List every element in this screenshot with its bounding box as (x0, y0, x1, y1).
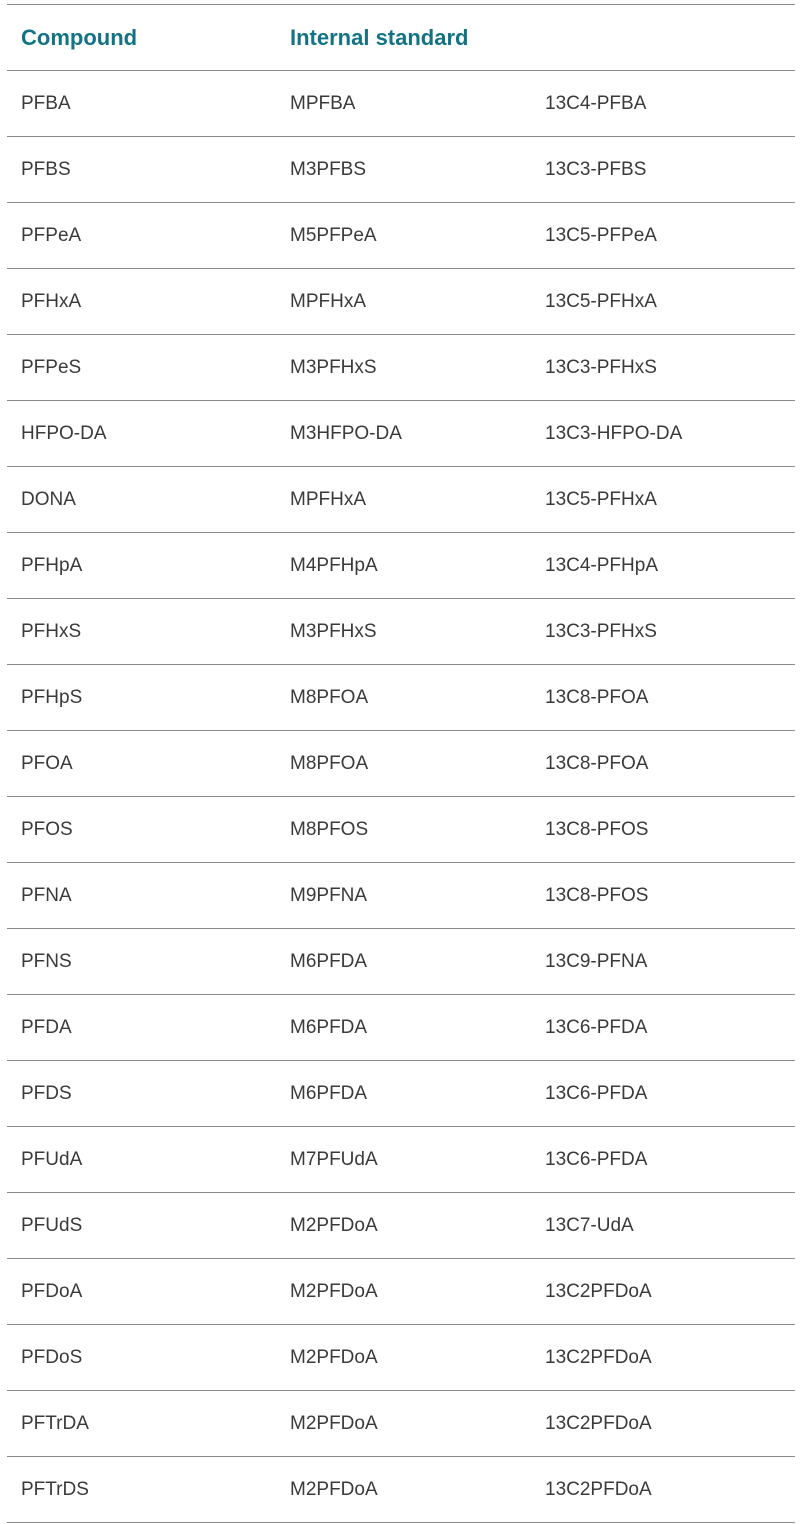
standards-table-container (7, 4, 795, 1523)
cell-labeled-standard: 13C5-PFPeA (531, 203, 795, 269)
table-row (7, 203, 795, 269)
compound-internal-standard-table (7, 4, 795, 1523)
cell-compound: PFHpS (7, 665, 276, 731)
table-row (7, 71, 795, 137)
table-row (7, 401, 795, 467)
cell-internal-standard: M6PFDA (276, 1061, 531, 1127)
cell-compound: PFPeA (7, 203, 276, 269)
table-row (7, 599, 795, 665)
cell-compound: PFTrDS (7, 1457, 276, 1523)
header-internal-standard: Internal standard (276, 5, 531, 71)
cell-internal-standard: M8PFOS (276, 797, 531, 863)
cell-compound: PFDoA (7, 1259, 276, 1325)
cell-compound: PFNA (7, 863, 276, 929)
cell-internal-standard: M3HFPO-DA (276, 401, 531, 467)
table-row (7, 1457, 795, 1523)
cell-internal-standard: M2PFDoA (276, 1457, 531, 1523)
cell-internal-standard: MPFBA (276, 71, 531, 137)
cell-compound: PFTrDA (7, 1391, 276, 1457)
cell-compound: HFPO-DA (7, 401, 276, 467)
cell-labeled-standard: 13C6-PFDA (531, 1127, 795, 1193)
cell-internal-standard: M2PFDoA (276, 1193, 531, 1259)
cell-compound: DONA (7, 467, 276, 533)
cell-labeled-standard: 13C6-PFDA (531, 995, 795, 1061)
table-header (7, 5, 795, 71)
cell-internal-standard: M3PFHxS (276, 599, 531, 665)
cell-labeled-standard: 13C2PFDoA (531, 1325, 795, 1391)
cell-compound: PFBA (7, 71, 276, 137)
cell-labeled-standard: 13C2PFDoA (531, 1259, 795, 1325)
cell-compound: PFNS (7, 929, 276, 995)
cell-labeled-standard: 13C8-PFOS (531, 797, 795, 863)
table-row (7, 533, 795, 599)
table-row (7, 863, 795, 929)
table-row (7, 1127, 795, 1193)
header-isotope-label (531, 5, 795, 71)
cell-compound: PFDA (7, 995, 276, 1061)
cell-compound: PFHxA (7, 269, 276, 335)
cell-compound: PFUdA (7, 1127, 276, 1193)
cell-labeled-standard: 13C3-PFHxS (531, 335, 795, 401)
header-row (7, 5, 795, 71)
cell-labeled-standard: 13C9-PFNA (531, 929, 795, 995)
cell-internal-standard: M6PFDA (276, 995, 531, 1061)
table-row (7, 1325, 795, 1391)
cell-internal-standard: M3PFHxS (276, 335, 531, 401)
cell-internal-standard: M5PFPeA (276, 203, 531, 269)
table-body (7, 71, 795, 1523)
cell-compound: PFUdS (7, 1193, 276, 1259)
cell-labeled-standard: 13C4-PFBA (531, 71, 795, 137)
table-row (7, 137, 795, 203)
cell-internal-standard: M3PFBS (276, 137, 531, 203)
table-row (7, 665, 795, 731)
cell-labeled-standard: 13C5-PFHxA (531, 269, 795, 335)
cell-labeled-standard: 13C3-PFBS (531, 137, 795, 203)
cell-labeled-standard: 13C5-PFHxA (531, 467, 795, 533)
table-row (7, 797, 795, 863)
cell-internal-standard: M6PFDA (276, 929, 531, 995)
cell-compound: PFOA (7, 731, 276, 797)
table-row (7, 731, 795, 797)
cell-compound: PFDS (7, 1061, 276, 1127)
cell-labeled-standard: 13C2PFDoA (531, 1457, 795, 1523)
cell-internal-standard: M2PFDoA (276, 1259, 531, 1325)
table-row (7, 995, 795, 1061)
cell-internal-standard: M7PFUdA (276, 1127, 531, 1193)
cell-compound: PFHpA (7, 533, 276, 599)
cell-compound: PFPeS (7, 335, 276, 401)
cell-labeled-standard: 13C6-PFDA (531, 1061, 795, 1127)
cell-compound: PFBS (7, 137, 276, 203)
cell-labeled-standard: 13C2PFDoA (531, 1391, 795, 1457)
table-row (7, 1259, 795, 1325)
cell-labeled-standard: 13C3-PFHxS (531, 599, 795, 665)
cell-internal-standard: M2PFDoA (276, 1325, 531, 1391)
cell-internal-standard: MPFHxA (276, 269, 531, 335)
cell-labeled-standard: 13C3-HFPO-DA (531, 401, 795, 467)
cell-internal-standard: M8PFOA (276, 731, 531, 797)
cell-internal-standard: M2PFDoA (276, 1391, 531, 1457)
cell-compound: PFOS (7, 797, 276, 863)
table-row (7, 1061, 795, 1127)
cell-compound: PFHxS (7, 599, 276, 665)
table-row (7, 269, 795, 335)
table-row (7, 1391, 795, 1457)
cell-labeled-standard: 13C8-PFOS (531, 863, 795, 929)
cell-internal-standard: MPFHxA (276, 467, 531, 533)
cell-labeled-standard: 13C8-PFOA (531, 665, 795, 731)
cell-internal-standard: M4PFHpA (276, 533, 531, 599)
cell-internal-standard: M8PFOA (276, 665, 531, 731)
table-row (7, 335, 795, 401)
table-row (7, 467, 795, 533)
table-row (7, 1193, 795, 1259)
cell-internal-standard: M9PFNA (276, 863, 531, 929)
cell-labeled-standard: 13C4-PFHpA (531, 533, 795, 599)
cell-compound: PFDoS (7, 1325, 276, 1391)
header-compound: Compound (7, 5, 276, 71)
table-row (7, 929, 795, 995)
cell-labeled-standard: 13C7-UdA (531, 1193, 795, 1259)
cell-labeled-standard: 13C8-PFOA (531, 731, 795, 797)
